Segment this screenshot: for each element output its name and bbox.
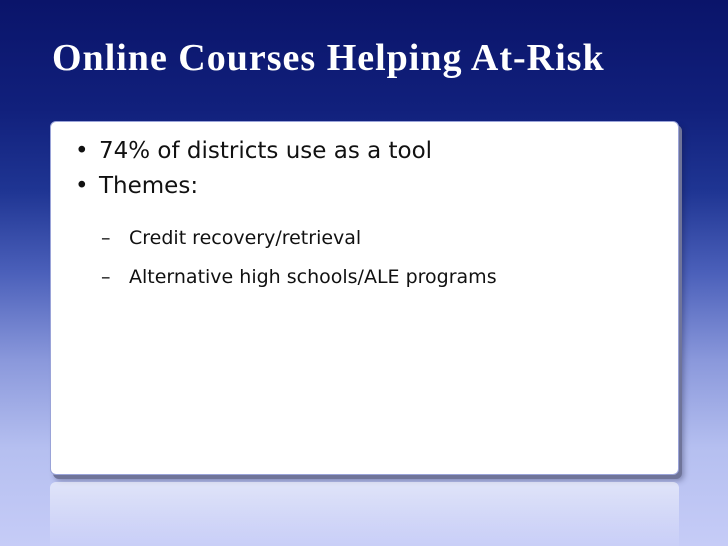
sub-bullet-item — [101, 264, 497, 290]
sub-bullet-text: Alternative high schools/ALE programs — [129, 266, 497, 288]
bullet-item — [75, 171, 198, 201]
bullet-text: Themes: — [99, 173, 199, 199]
bullet-marker: • — [75, 138, 89, 164]
panel-reflection — [50, 482, 679, 546]
bullet-marker: • — [75, 173, 89, 199]
slide-title: Online Courses Helping At-Risk — [52, 37, 605, 79]
bullet-text: 74% of districts use as a tool — [99, 138, 433, 164]
sub-bullet-marker: – — [101, 227, 111, 249]
content-panel — [50, 121, 679, 475]
sub-bullet-item — [101, 225, 361, 251]
sub-bullet-text: Credit recovery/retrieval — [129, 227, 362, 249]
bullet-item — [75, 136, 432, 166]
sub-bullet-marker: – — [101, 266, 111, 288]
